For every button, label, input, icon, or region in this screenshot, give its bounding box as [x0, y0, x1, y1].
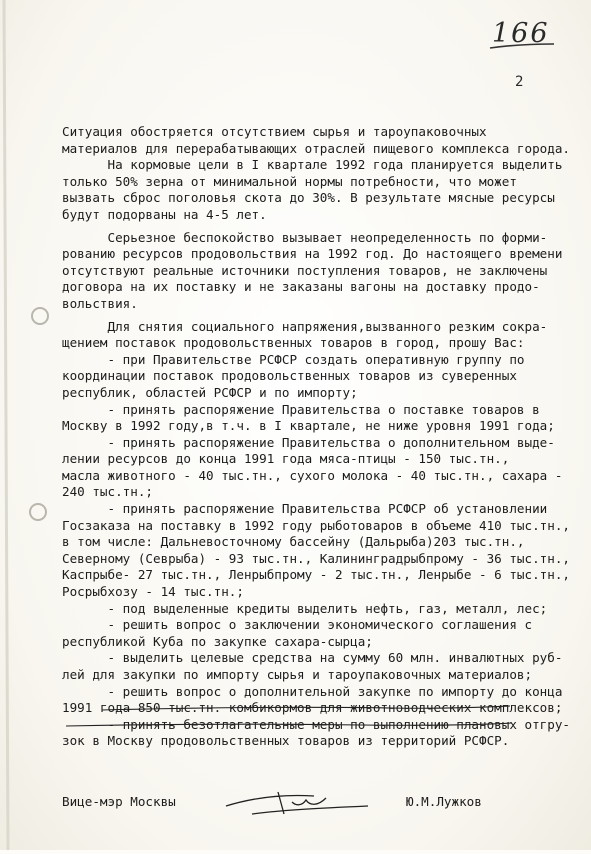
body-line: - решить вопрос о заключении экономического соглашения с: [62, 617, 533, 633]
body-line: республик, областей РСФСР и по импорту;: [62, 384, 358, 400]
body-line: договора на их поставку и не заказаны вагоны на доставку продо-: [62, 279, 540, 295]
body-line: - выделить целевые средства на сумму 60 млн. инвалютных руб-: [62, 650, 563, 666]
body-line: лей для закупки по импорту сырья и тароупаковочных материалов;: [62, 667, 533, 682]
handwritten-underline: [62, 690, 542, 740]
signatory-name: Ю.М.Лужков: [406, 794, 482, 809]
body-line: вызвать сброс поголовья скота до 30%. В результате мясные ресурсы: [62, 190, 555, 206]
body-line: в том числе: Дальневосточному бассейну (Дальрыба)203 тыс.тн.,: [62, 534, 525, 550]
body-line: зок в Москву продовольственных товаров из территорий РСФСР.: [62, 733, 510, 749]
body-line: Для снятия социального напряжения,вызванного резким сокра-: [62, 318, 548, 334]
body-line: отсутствуют реальные источники поступления товаров, не заключены: [62, 262, 548, 278]
punch-holes: [0, 0, 60, 850]
page-number-underline: [488, 14, 558, 54]
body-line: только 50% зерна от минимальной нормы потребности, что может: [62, 173, 517, 189]
body-line: - решить вопрос о дополнительной закупке по импорту до конца: [62, 683, 563, 699]
body-line: 1991 года 850 тыс.тн. комбикормов для животноводческих комплексов;: [62, 700, 563, 716]
handwritten-page-number: 166: [492, 18, 550, 49]
body-line: - принять распоряжение Правительства о дополнительном выде-: [62, 434, 555, 450]
body-line: рованию ресурсов продовольствия на 1992 год. До настоящего времени: [62, 246, 563, 262]
body-line: - принять безотлагательные меры по выполнению плановых отгру-: [62, 716, 570, 732]
body-line: Северному (Севрыба) - 93 тыс.тн., Калининградрыбпрому - 36 тыс.тн.,: [62, 550, 570, 566]
body-line: Москву в 1992 году,в т.ч. в I квартале, не ниже уровня 1991 года;: [62, 418, 555, 434]
body-line: - под выделенные кредиты выделить нефть, газ, металл, лес;: [62, 600, 548, 616]
body-line: масла животного - 40 тыс.тн., сухого молока - 40 тыс.тн., сахара -: [62, 467, 563, 483]
body-line: будут подорваны на 4-5 лет.: [62, 206, 267, 222]
body-line: Каспрыбе- 27 тыс.тн., Ленрыбпрому - 2 тыс.тн., Ленрыбе - 6 тыс.тн.,: [62, 567, 570, 583]
handwritten-signature: [222, 784, 372, 820]
body-line: - при Правительстве РСФСР создать оперативную группу по: [62, 351, 525, 367]
body-line: - принять распоряжение Правительства о поставке товаров в: [62, 401, 540, 417]
body-line: Росрыбхозу - 14 тыс.тн.;: [62, 584, 244, 600]
body-line: Ситуация обостряется отсутствием сырья и тароупаковочных: [62, 124, 487, 139]
body-line: Госзаказа на поставку в 1992 году рыботоваров в объеме 410 тыс.тн.,: [62, 517, 570, 533]
body-line: вольствия.: [62, 295, 138, 311]
body-line: республикой Куба по закупке сахара-сырца;: [62, 633, 373, 649]
signature-block: [62, 790, 542, 830]
body-line: щением поставок продовольственных товаров в город, прошу Вас:: [62, 335, 525, 351]
body-line: 240 тыс.тн.;: [62, 484, 153, 500]
signatory-title: Вице-мэр Москвы: [62, 794, 176, 809]
body-line: - принять распоряжение Правительства РСФСР об установлении: [62, 501, 548, 517]
body-line: Серьезное беспокойство вызывает неопределенность по форми-: [62, 229, 548, 245]
binding-margin: [0, 0, 60, 850]
typed-page-number: 2: [515, 74, 524, 90]
body-line: координации поставок продовольственных товаров из суверенных: [62, 368, 517, 384]
letter-body: [62, 124, 570, 750]
body-line: лении ресурсов до конца 1991 года мяса-птицы - 150 тыс.тн.,: [62, 451, 510, 467]
body-line: На кормовые цели в I квартале 1992 года планируется выделить: [62, 157, 563, 173]
body-line: материалов для перерабатывающих отраслей пищевого комплекса города.: [62, 140, 570, 156]
